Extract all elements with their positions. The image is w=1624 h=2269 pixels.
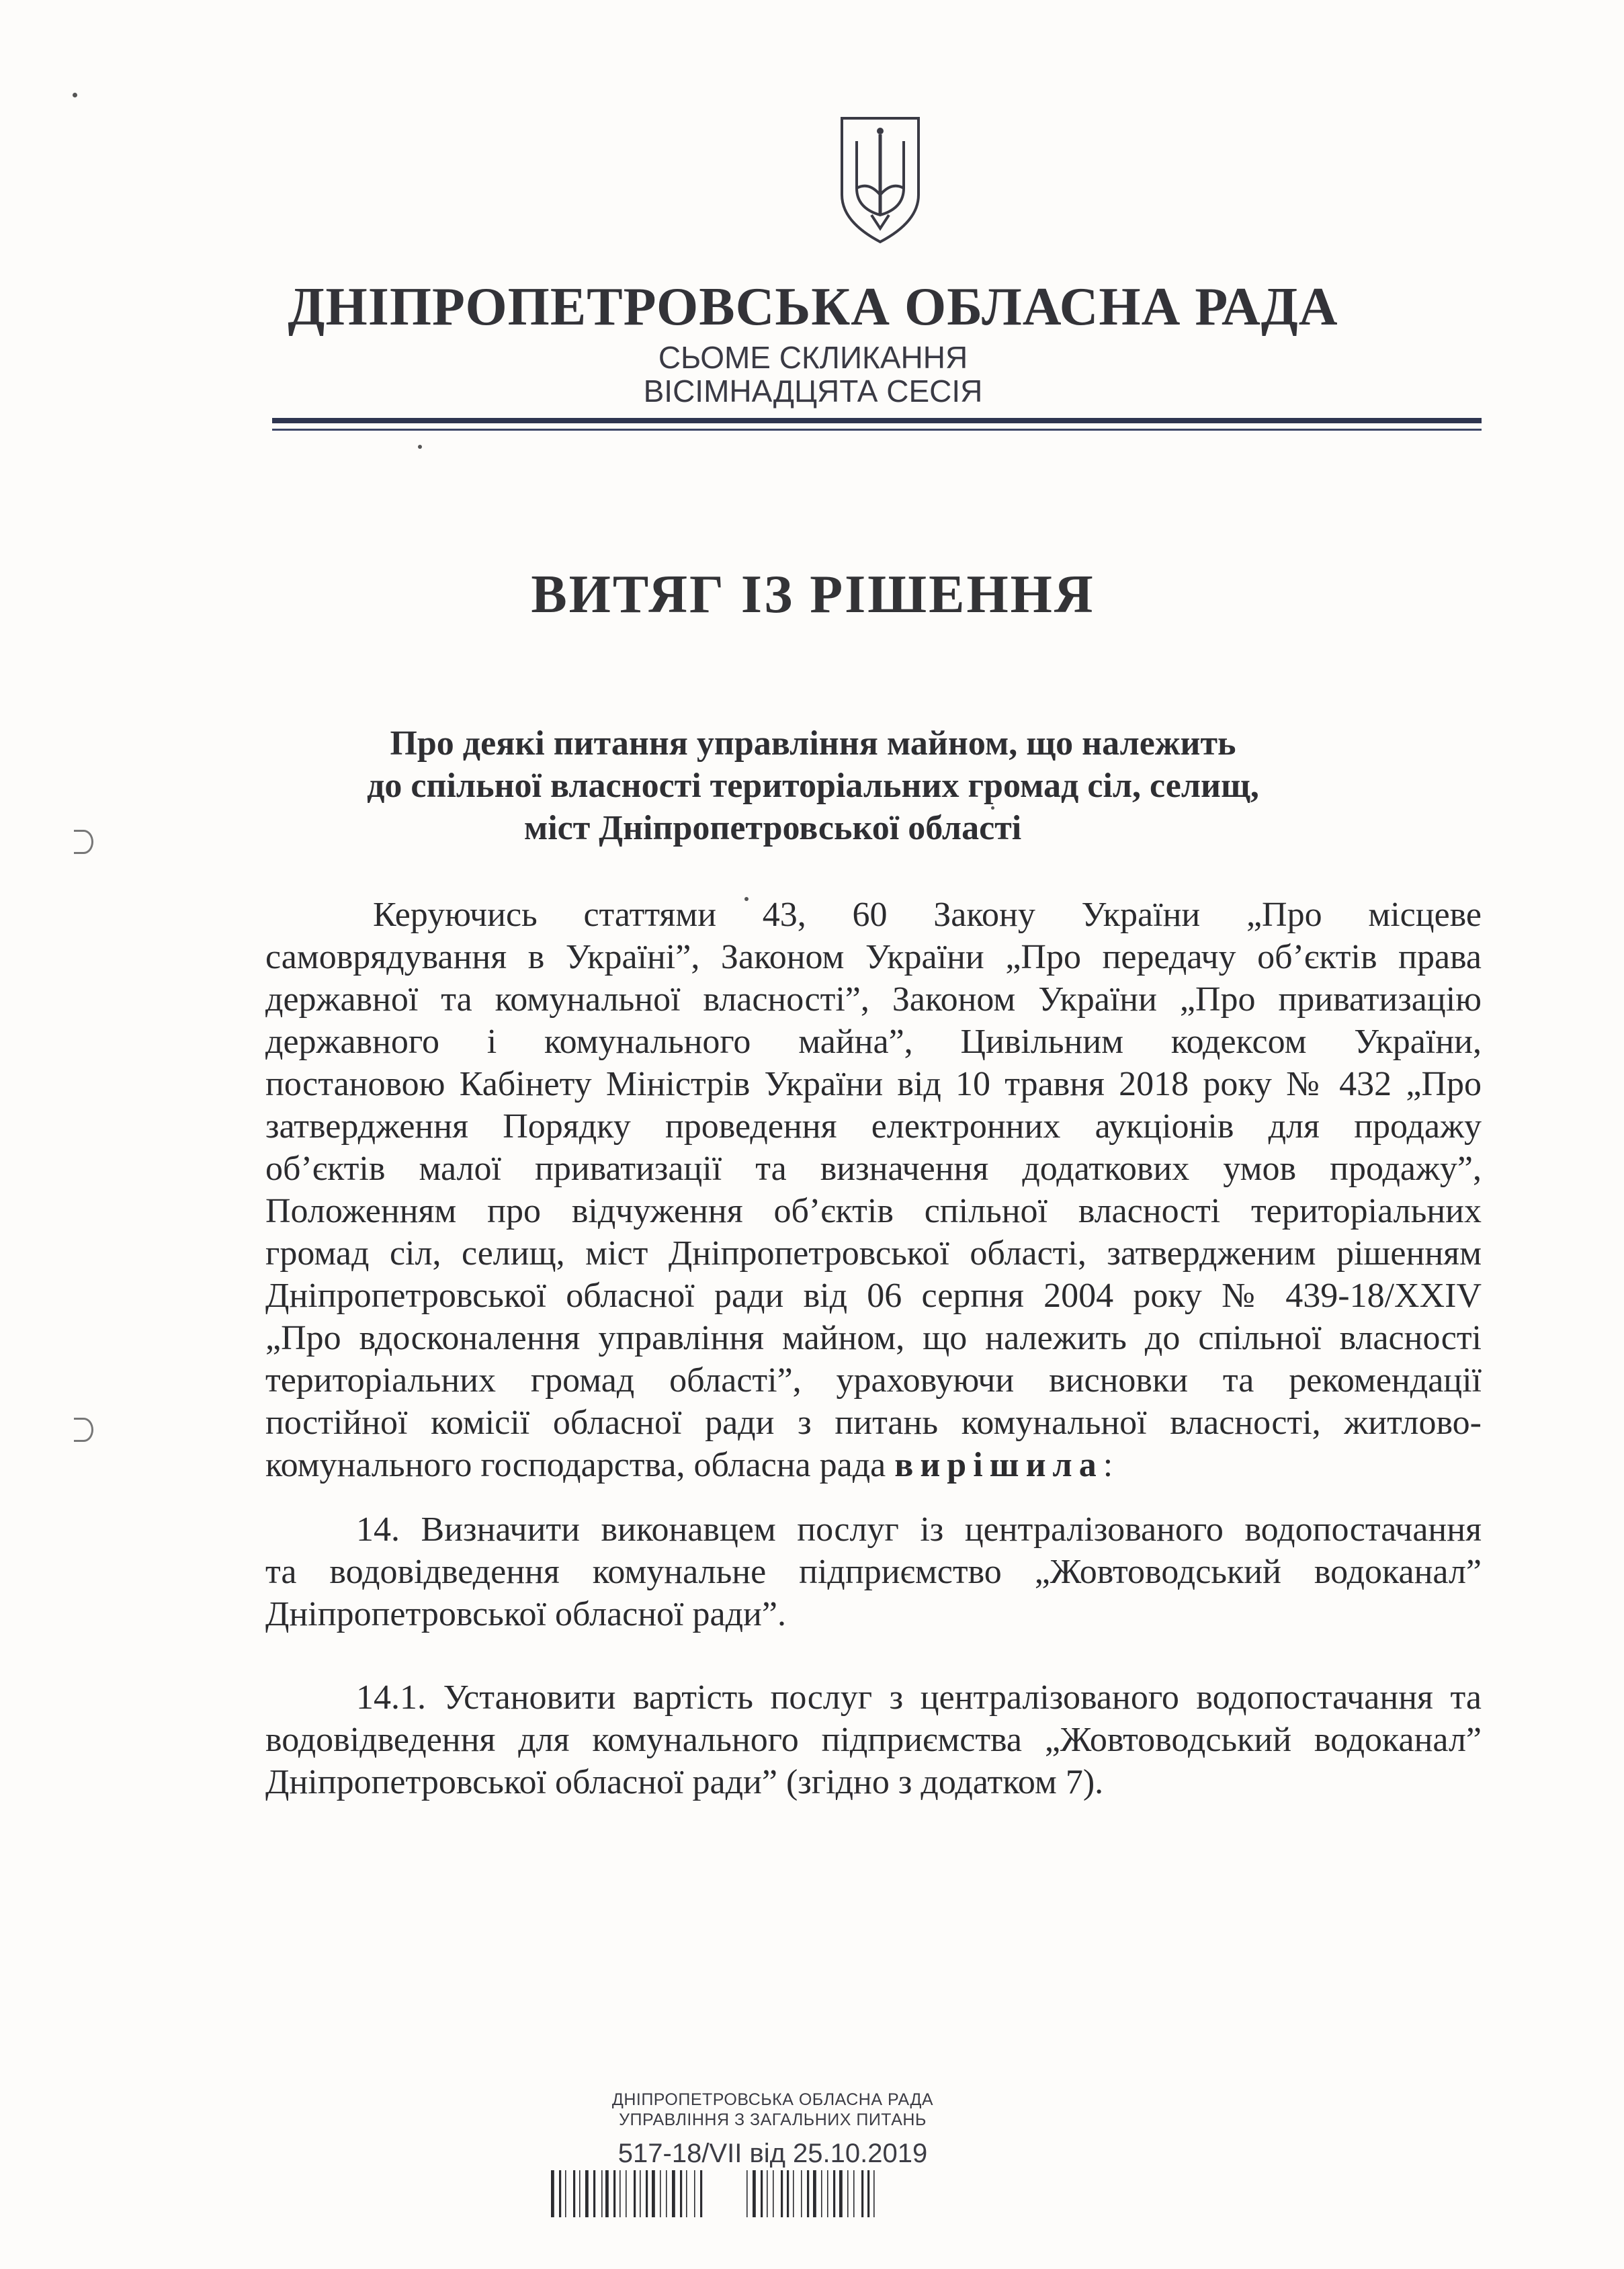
barcode-bar: [793, 2170, 794, 2217]
scan-speck: [73, 93, 77, 97]
barcode-bar: [565, 2170, 566, 2217]
registry-stamp: [585, 2090, 961, 2170]
preamble-line: Керуючись статтями 43, 60 Закону України „Про місцеве: [373, 896, 1482, 934]
subject-line: міст Дніпропетровської області: [523, 809, 1022, 847]
barcode-bar: [867, 2170, 869, 2217]
preamble-paragraph: [265, 894, 1482, 1486]
barcode-bar: [821, 2170, 822, 2217]
barcode-bar: [753, 2170, 756, 2217]
preamble-line: державного і комунального майна”, Цивільним кодексом України,: [265, 1023, 1482, 1061]
convocation-line: СЬОМЕ СКЛИКАННЯ: [658, 340, 968, 375]
decision-subject: [282, 722, 1344, 849]
barcode-bar: [559, 2170, 561, 2217]
preamble-line: Дніпропетровської обласної ради від 06 серпня 2004 року № 439-18/XXIV: [265, 1277, 1482, 1315]
barcode-bar: [873, 2170, 875, 2217]
preamble-last-line: [265, 1444, 1482, 1486]
council-name: ДНІПРОПЕТРОВСЬКА ОБЛАСНА РАДА: [288, 277, 1338, 337]
barcode-bar: [640, 2170, 641, 2217]
barcode-bar: [626, 2170, 627, 2217]
clause-14-line: Дніпропетровської обласної ради”.: [265, 1595, 786, 1633]
scan-speck: [418, 445, 422, 449]
clause-14-line: та водовідведення комунальне підприємство „Жовтоводський водоканал”: [265, 1553, 1482, 1591]
barcode-bar: [686, 2170, 687, 2217]
barcode-bar: [601, 2170, 603, 2217]
clause-14-1: [265, 1676, 1482, 1803]
barcode-bar: [672, 2170, 675, 2217]
barcode-bar: [652, 2170, 655, 2217]
hole-punch-mark: [74, 830, 93, 854]
preamble-line: об’єктів малої приватизації та визначення додаткових умов продажу”,: [265, 1150, 1482, 1188]
barcode-bar: [700, 2170, 702, 2217]
barcode-bar: [861, 2170, 863, 2217]
barcode-bar: [801, 2170, 802, 2217]
preamble-line: затвердження Порядку проведення електронних аукціонів для продажу: [265, 1107, 1482, 1146]
preamble-line: постійної комісії обласної ради з питань комунальної власності, житлово-: [265, 1404, 1482, 1442]
subject-line: до спільної власності територіальних громад сіл, селищ,: [367, 767, 1259, 805]
trident-emblem-icon: [837, 114, 924, 245]
barcode-bar: [694, 2170, 695, 2217]
barcode-bar: [781, 2170, 783, 2217]
barcode-bar: [853, 2170, 855, 2217]
barcode-bar: [646, 2170, 648, 2217]
preamble-line: державної та комунальної власності”, Законом України „Про приватизацію: [265, 980, 1482, 1019]
clause-14: [265, 1508, 1482, 1635]
barcode-bar: [839, 2170, 843, 2217]
barcode-bar: [634, 2170, 636, 2217]
barcode-bar: [787, 2170, 789, 2217]
clause-14-line: 14. Визначити виконавцем послуг із централізованого водопостачання: [356, 1510, 1482, 1549]
stamp-line-2: УПРАВЛІННЯ З ЗАГАЛЬНИХ ПИТАНЬ: [619, 2110, 927, 2129]
header-divider-thin: [272, 429, 1482, 431]
barcode-bar: [551, 2170, 554, 2217]
document-title: ВИТЯГ ІЗ РІШЕННЯ: [531, 565, 1095, 624]
barcode-bar: [847, 2170, 849, 2217]
clause-14-1-line: водовідведення для комунального підприємства „Жовтоводський водоканал”: [265, 1721, 1482, 1759]
barcode-bar: [746, 2170, 748, 2217]
barcode-bar: [761, 2170, 763, 2217]
barcode-bar: [827, 2170, 828, 2217]
preamble-line: „Про вдосконалення управління майном, що належить до спільної власності: [265, 1319, 1482, 1357]
clause-14-1-line: 14.1. Установити вартість послуг з централізованого водопостачання та: [356, 1678, 1482, 1717]
barcode-bar: [593, 2170, 595, 2217]
preamble-line: Положенням про відчуження об’єктів спільної власності територіальних: [265, 1192, 1482, 1230]
barcode-bar: [579, 2170, 581, 2217]
barcode-bar: [813, 2170, 816, 2217]
session-line: ВІСІМНАДЦЯТА СЕСІЯ: [643, 374, 983, 409]
barcode-bar: [680, 2170, 682, 2217]
barcode-bar: [773, 2170, 774, 2217]
barcode-bar: [767, 2170, 768, 2217]
preamble-colon: :: [1103, 1446, 1113, 1484]
registry-number: 517-18/VII від 25.10.2019: [617, 2139, 928, 2168]
barcode-bar: [613, 2170, 615, 2217]
hole-punch-mark: [74, 1418, 93, 1442]
barcode-bar: [605, 2170, 609, 2217]
subject-line: Про деякі питання управління майном, що належить: [390, 724, 1236, 763]
barcode-bar: [666, 2170, 667, 2217]
preamble-line: самоврядування в Україні”, Законом України „Про передачу об’єктів права: [265, 938, 1482, 976]
resolved-word: вирішила: [894, 1446, 1103, 1484]
barcode-bar: [660, 2170, 661, 2217]
header-divider-thick: [272, 418, 1482, 423]
barcode-bar: [807, 2170, 809, 2217]
barcode-icon: [544, 2167, 954, 2221]
stamp-line-1: ДНІПРОПЕТРОВСЬКА ОБЛАСНА РАДА: [611, 2090, 934, 2109]
barcode-bar: [573, 2170, 575, 2217]
preamble-line: територіальних громад області”, ураховуючи висновки та рекомендації: [265, 1361, 1482, 1400]
barcode-bar: [833, 2170, 835, 2217]
preamble-last-text: комунального господарства, обласна рада: [265, 1446, 895, 1484]
preamble-line: громад сіл, селищ, міст Дніпропетровської області, затвердженим рішенням: [265, 1234, 1482, 1273]
barcode-bar: [585, 2170, 589, 2217]
barcode-bar: [619, 2170, 621, 2217]
preamble-line: постановою Кабінету Міністрів України від 10 травня 2018 року № 432 „Про: [265, 1065, 1482, 1103]
clause-14-1-line: Дніпропетровської обласної ради” (згідно з додатком 7).: [265, 1763, 1104, 1801]
